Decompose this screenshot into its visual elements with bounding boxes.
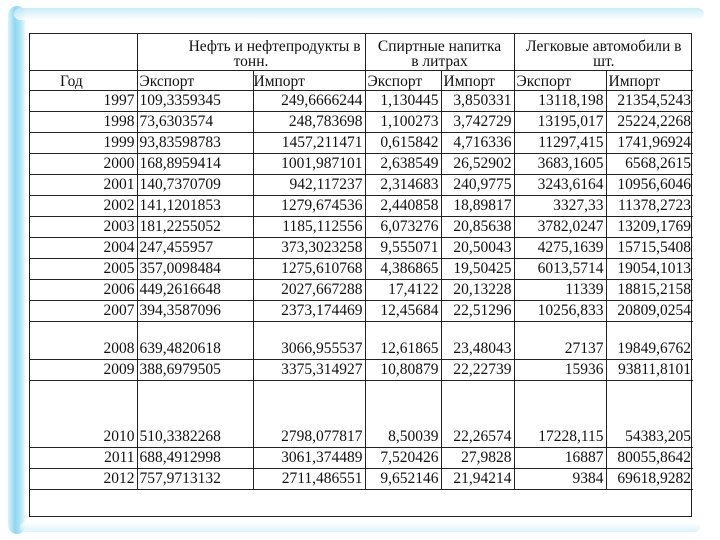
cell-cars-import: 18815,2158: [606, 279, 693, 300]
cell-oil-export: 357,0098484: [137, 258, 253, 279]
cell-oil-export: 140,7370709: [137, 174, 253, 195]
cell-spirits-import: 18,89817: [441, 195, 514, 216]
data-table-container: [29, 33, 692, 517]
cell-cars-import: 1741,96924: [606, 132, 693, 153]
cell-year: 2006: [30, 279, 137, 300]
cell-spirits-export: 2,440858: [365, 195, 441, 216]
cell-year: 2007: [30, 300, 137, 321]
table-row: [30, 359, 693, 380]
table-row: [30, 300, 693, 321]
cell-oil-import: 2027,667288: [253, 279, 365, 300]
cell-year: 1998: [30, 111, 137, 132]
cell-spirits-import: 3,850331: [441, 90, 514, 111]
cell-spirits-export: 0,615842: [365, 132, 441, 153]
cell-cars-export: 17228,115: [514, 380, 606, 447]
cell-spirits-export: 17,4122: [365, 279, 441, 300]
header-row-groups: [30, 34, 693, 54]
header-year-label: Год: [30, 70, 137, 90]
table-row: [30, 195, 693, 216]
cell-spirits-import: 21,94214: [441, 468, 514, 489]
cell-oil-export: 93,83598783: [137, 132, 253, 153]
table-row: [30, 111, 693, 132]
table-row: [30, 321, 693, 359]
cell-year: 2003: [30, 216, 137, 237]
cell-oil-import: 1279,674536: [253, 195, 365, 216]
table-row: [30, 90, 693, 111]
header-oil-unit: тонн.: [137, 54, 365, 70]
cell-spirits-export: 10,80879: [365, 359, 441, 380]
cell-cars-export: 10256,833: [514, 300, 606, 321]
cell-cars-export: 6013,5714: [514, 258, 606, 279]
header-cars-unit: шт.: [514, 54, 693, 70]
decorative-frame-left: [8, 6, 26, 534]
cell-oil-import: 1275,610768: [253, 258, 365, 279]
cell-cars-import: 20809,0254: [606, 300, 693, 321]
cell-oil-export: 141,1201853: [137, 195, 253, 216]
cell-year: 2012: [30, 468, 137, 489]
header-row-sub: [30, 70, 693, 90]
table-body: [30, 90, 693, 489]
cell-cars-import: 6568,2615: [606, 153, 693, 174]
cell-year: 1999: [30, 132, 137, 153]
cell-year: 1997: [30, 90, 137, 111]
table-row: [30, 237, 693, 258]
cell-spirits-import: 20,50043: [441, 237, 514, 258]
cell-cars-export: 27137: [514, 321, 606, 359]
header-export-spirits: Экспорт: [365, 70, 441, 90]
cell-year: 2005: [30, 258, 137, 279]
cell-spirits-import: 20,85638: [441, 216, 514, 237]
header-spirits-group: Спиртные напитка: [365, 34, 514, 54]
cell-cars-import: 11378,2723: [606, 195, 693, 216]
cell-spirits-export: 6,073276: [365, 216, 441, 237]
header-import-oil: Импорт: [253, 70, 365, 90]
cell-spirits-export: 2,314683: [365, 174, 441, 195]
cell-oil-import: 3066,955537: [253, 321, 365, 359]
cell-cars-import: 13209,1769: [606, 216, 693, 237]
cell-cars-import: 93811,8101: [606, 359, 693, 380]
cell-oil-export: 757,9713132: [137, 468, 253, 489]
cell-oil-export: 247,455957: [137, 237, 253, 258]
table-row: [30, 258, 693, 279]
cell-year: 2002: [30, 195, 137, 216]
cell-oil-export: 394,3587096: [137, 300, 253, 321]
cell-cars-export: 3243,6164: [514, 174, 606, 195]
cell-year: 2010: [30, 380, 137, 447]
header-cars-group: Легковые автомобили в: [526, 37, 682, 54]
cell-cars-export: 3683,1605: [514, 153, 606, 174]
cell-cars-import: 80055,8642: [606, 447, 693, 468]
cell-oil-import: 1001,987101: [253, 153, 365, 174]
cell-cars-import: 19054,1013: [606, 258, 693, 279]
cell-spirits-export: 2,638549: [365, 153, 441, 174]
cell-cars-export: 13195,017: [514, 111, 606, 132]
header-oil-group: Нефть и нефтепродукты в: [137, 34, 365, 54]
decorative-frame-bottom: [20, 522, 700, 532]
cell-spirits-import: 20,13228: [441, 279, 514, 300]
table-row: [30, 216, 693, 237]
cell-cars-export: 15936: [514, 359, 606, 380]
cell-spirits-export: 1,100273: [365, 111, 441, 132]
cell-oil-export: 168,8959414: [137, 153, 253, 174]
cell-oil-export: 639,4820618: [137, 321, 253, 359]
table-row: [30, 447, 693, 468]
cell-spirits-import: 26,52902: [441, 153, 514, 174]
cell-spirits-import: 4,716336: [441, 132, 514, 153]
table-row: [30, 174, 693, 195]
cell-year: 2001: [30, 174, 137, 195]
header-empty-cell: [30, 34, 137, 54]
cell-cars-import: 21354,5243: [606, 90, 693, 111]
cell-oil-export: 449,2616648: [137, 279, 253, 300]
cell-oil-import: 2798,077817: [253, 380, 365, 447]
cell-spirits-import: 27,9828: [441, 447, 514, 468]
cell-cars-export: 16887: [514, 447, 606, 468]
cell-cars-export: 13118,198: [514, 90, 606, 111]
cell-oil-import: 2373,174469: [253, 300, 365, 321]
cell-cars-import: 10956,6046: [606, 174, 693, 195]
cell-cars-export: 11339: [514, 279, 606, 300]
cell-spirits-import: 240,9775: [441, 174, 514, 195]
cell-year: 2000: [30, 153, 137, 174]
cell-cars-import: 69618,9282: [606, 468, 693, 489]
cell-oil-export: 181,2255052: [137, 216, 253, 237]
trade-data-table: [30, 34, 693, 490]
header-row-units: [30, 54, 693, 70]
cell-cars-export: 3782,0247: [514, 216, 606, 237]
cell-oil-import: 249,6666244: [253, 90, 365, 111]
cell-spirits-import: 22,51296: [441, 300, 514, 321]
cell-spirits-export: 4,386865: [365, 258, 441, 279]
cell-spirits-import: 23,48043: [441, 321, 514, 359]
cell-oil-import: 373,3023258: [253, 237, 365, 258]
header-export-cars: Экспорт: [514, 70, 606, 90]
table-row: [30, 468, 693, 489]
cell-year: 2011: [30, 447, 137, 468]
cell-oil-import: 2711,486551: [253, 468, 365, 489]
cell-cars-export: 11297,415: [514, 132, 606, 153]
cell-oil-import: 1457,211471: [253, 132, 365, 153]
decorative-frame-top: [14, 8, 704, 20]
cell-spirits-import: 19,50425: [441, 258, 514, 279]
cell-spirits-export: 8,50039: [365, 380, 441, 447]
cell-oil-import: 3375,314927: [253, 359, 365, 380]
cell-oil-import: 942,117237: [253, 174, 365, 195]
cell-spirits-import: 3,742729: [441, 111, 514, 132]
cell-cars-import: 25224,2268: [606, 111, 693, 132]
cell-year: 2009: [30, 359, 137, 380]
cell-oil-export: 388,6979505: [137, 359, 253, 380]
cell-oil-export: 510,3382268: [137, 380, 253, 447]
table-row: [30, 380, 693, 447]
header-spirits-unit: в литрах: [365, 54, 514, 70]
cell-spirits-export: 12,45684: [365, 300, 441, 321]
header-import-cars: Импорт: [606, 70, 693, 90]
cell-spirits-export: 12,61865: [365, 321, 441, 359]
cell-cars-export: 3327,33: [514, 195, 606, 216]
cell-oil-export: 109,3359345: [137, 90, 253, 111]
cell-spirits-import: 22,26574: [441, 380, 514, 447]
cell-oil-import: 1185,112556: [253, 216, 365, 237]
cell-spirits-import: 22,22739: [441, 359, 514, 380]
cell-year: 2004: [30, 237, 137, 258]
cell-cars-export: 9384: [514, 468, 606, 489]
cell-cars-import: 15715,5408: [606, 237, 693, 258]
cell-spirits-export: 1,130445: [365, 90, 441, 111]
cell-cars-import: 19849,6762: [606, 321, 693, 359]
cell-oil-import: 248,783698: [253, 111, 365, 132]
cell-year: 2008: [30, 321, 137, 359]
cell-oil-import: 3061,374489: [253, 447, 365, 468]
cell-spirits-export: 7,520426: [365, 447, 441, 468]
cell-spirits-export: 9,652146: [365, 468, 441, 489]
cell-spirits-export: 9,555071: [365, 237, 441, 258]
cell-oil-export: 688,4912998: [137, 447, 253, 468]
header-empty-cell: [30, 54, 137, 70]
header-import-spirits: Импорт: [441, 70, 514, 90]
header-export-oil: Экспорт: [137, 70, 253, 90]
table-row: [30, 153, 693, 174]
table-row: [30, 279, 693, 300]
cell-oil-export: 73,6303574: [137, 111, 253, 132]
table-row: [30, 132, 693, 153]
cell-cars-export: 4275,1639: [514, 237, 606, 258]
cell-cars-import: 54383,205: [606, 380, 693, 447]
